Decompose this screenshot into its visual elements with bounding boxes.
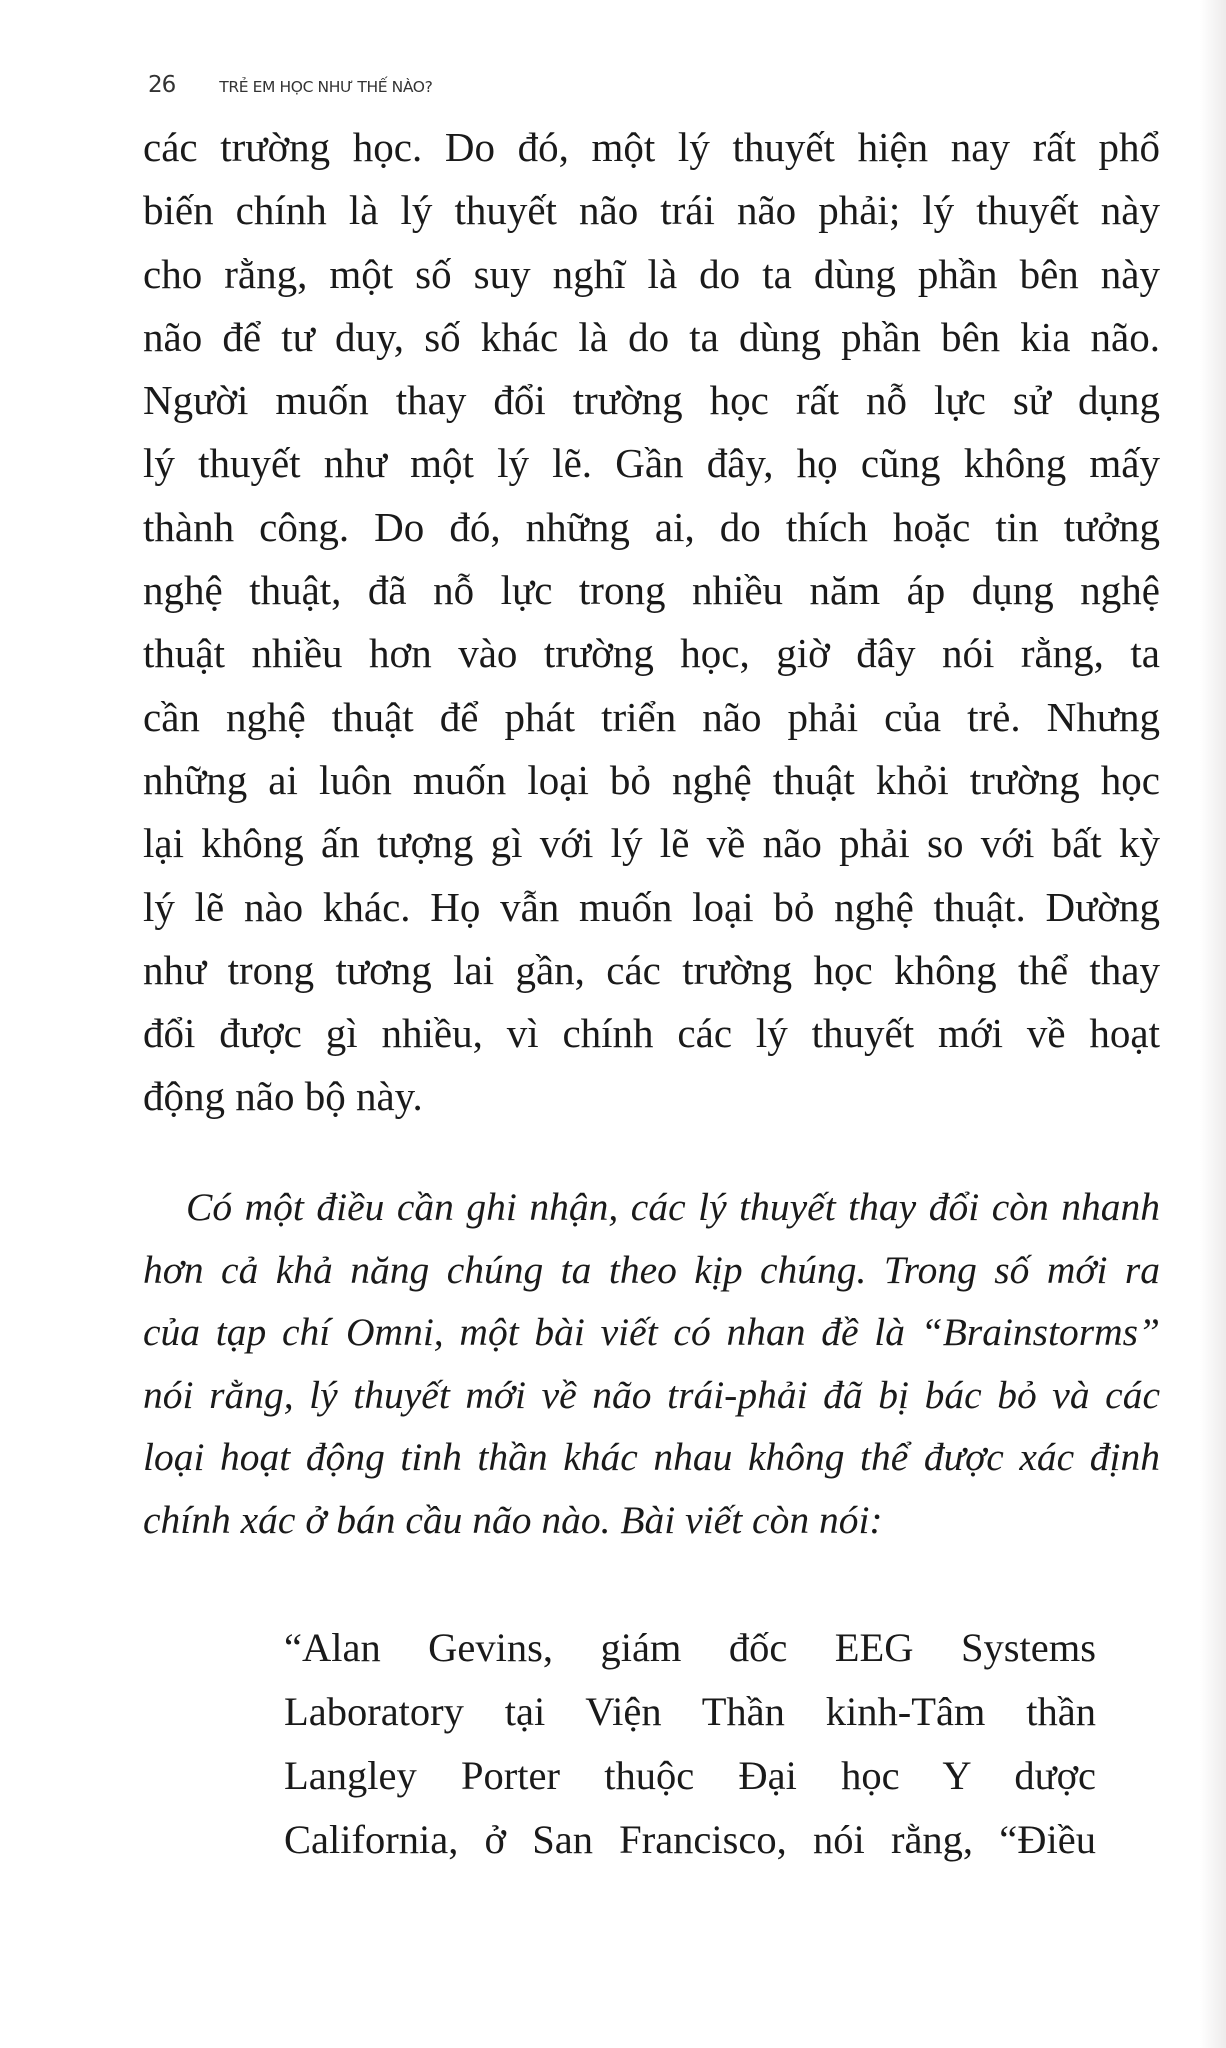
text-line: động não bộ này.	[143, 1073, 423, 1120]
main-paragraph	[143, 116, 1160, 1129]
text-line: những ai luôn muốn loại bỏ nghệ thuật khỏi trường học	[143, 756, 1160, 803]
text-line: lý thuyết như một lý lẽ. Gần đây, họ cũng không mấy	[143, 440, 1160, 487]
text-line: “Alan Gevins, giám đốc EEG Systems	[284, 1625, 1096, 1670]
text-line: California, ở San Francisco, nói rằng, “Điều	[284, 1817, 1096, 1862]
text-line: biến chính là lý thuyết não trái não phải; lý thuyết này	[143, 187, 1160, 234]
text-line: nghệ thuật, đã nỗ lực trong nhiều năm áp dụng nghệ	[143, 567, 1160, 614]
text-line: não để tư duy, số khác là do ta dùng phần bên kia não.	[143, 313, 1160, 360]
text-line: thành công. Do đó, những ai, do thích hoặc tin tưởng	[143, 503, 1160, 550]
text-line: lại không ấn tượng gì với lý lẽ về não phải so với bất kỳ	[143, 820, 1160, 867]
text-line: đổi được gì nhiều, vì chính các lý thuyết mới về hoạt	[143, 1010, 1160, 1057]
text-line: như trong tương lai gần, các trường học không thể thay	[143, 946, 1160, 993]
text-line: loại hoạt động tinh thần khác nhau không thể được xác định	[143, 1435, 1160, 1479]
page-number: 26	[148, 72, 176, 98]
text-line: nói rằng, lý thuyết mới về não trái-phải đã bị bác bỏ và các	[143, 1372, 1160, 1417]
text-line: các trường học. Do đó, một lý thuyết hiện nay rất phổ	[143, 124, 1160, 170]
text-line: chính xác ở bán cầu não nào. Bài viết còn nói:	[143, 1497, 883, 1542]
book-title: TRẺ EM HỌC NHƯ THẾ NÀO?	[219, 78, 433, 96]
text-line: lý lẽ nào khác. Họ vẫn muốn loại bỏ nghệ thuật. Dường	[143, 883, 1160, 930]
text-line: hơn cả khả năng chúng ta theo kịp chúng. Trong số mới ra	[143, 1247, 1160, 1292]
text-line: cho rằng, một số suy nghĩ là do ta dùng phần bên này	[143, 250, 1160, 297]
running-header	[148, 72, 432, 106]
text-line: Người muốn thay đổi trường học rất nỗ lực sử dụng	[143, 377, 1160, 424]
text-line: của tạp chí Omni, một bài viết có nhan đề là “Brainstorms”	[143, 1310, 1160, 1354]
block-quote	[284, 1616, 1096, 1872]
text-line: Có một điều cần ghi nhận, các lý thuyết thay đổi còn nhanh	[186, 1185, 1160, 1229]
text-line: thuật nhiều hơn vào trường học, giờ đây nói rằng, ta	[143, 630, 1160, 677]
text-line: Laboratory tại Viện Thần kinh-Tâm thần	[284, 1689, 1096, 1734]
italic-paragraph	[143, 1176, 1160, 1551]
page-edge-shadow	[1200, 0, 1226, 2048]
text-line: cần nghệ thuật để phát triển não phải của trẻ. Nhưng	[143, 693, 1160, 740]
text-line: Langley Porter thuộc Đại học Y dược	[284, 1753, 1096, 1798]
